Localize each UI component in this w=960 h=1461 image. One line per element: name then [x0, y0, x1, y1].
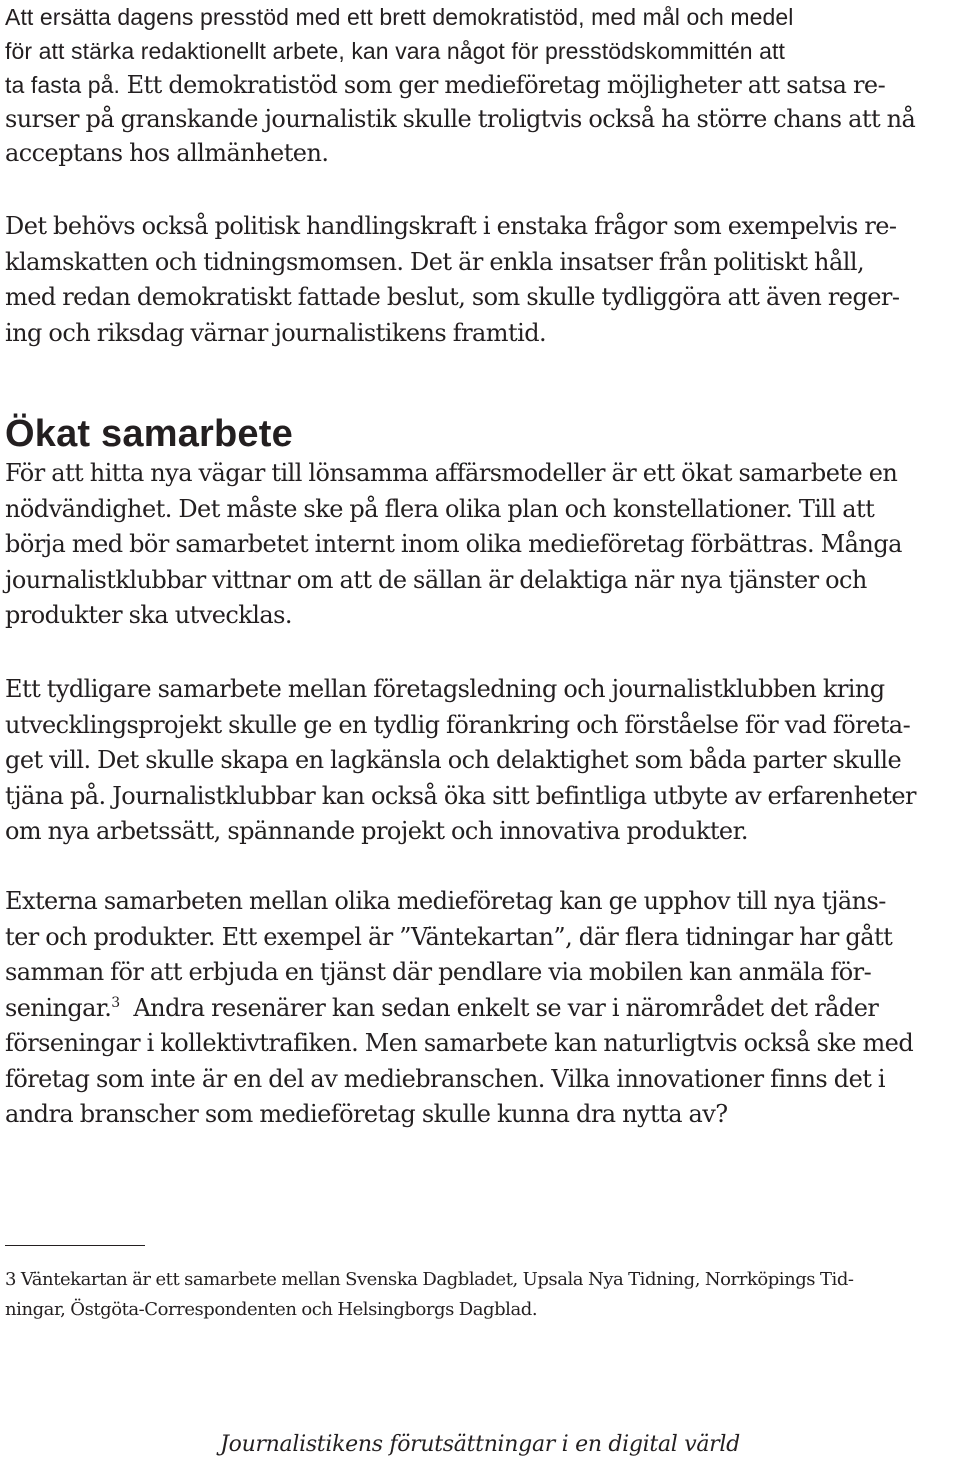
paragraph-line: utvecklingsprojekt skulle ge en tydlig förankring och förståelse för vad företa-: [5, 710, 911, 739]
footnote: [5, 1265, 950, 1325]
paragraph-line: För att hitta nya vägar till lönsamma affärsmodeller är ett ökat samarbete en: [5, 459, 898, 487]
paragraph-line: get vill. Det skulle skapa en lagkänsla och delaktighet som båda parter skulle: [5, 746, 902, 774]
section-heading: Ökat samarbete: [5, 413, 293, 455]
footnote-reference[interactable]: 3: [111, 994, 121, 1011]
paragraph-line: ing och riksdag värnar journalistikens framtid.: [5, 318, 547, 347]
paragraph-line: andra branscher som medieföretag skulle kunna dra nytta av?: [5, 1100, 728, 1128]
paragraph-line: förseningar i kollektivtrafiken. Men samarbete kan naturligtvis också ske med: [5, 1029, 914, 1057]
footnote-divider: [5, 1245, 145, 1246]
paragraph-line: produkter ska utvecklas.: [5, 601, 292, 629]
paragraph-line: Att ersätta dagens presstöd med ett brett demokratistöd, med mål och medel: [5, 4, 794, 30]
paragraph-1: [5, 0, 950, 170]
paragraph-line: Det behövs också politisk handlingskraft i enstaka frågor som exempelvis re-: [5, 212, 897, 240]
footnote-line: 3 Väntekartan är ett samarbete mellan Svenska Dagbladet, Upsala Nya Tidning, Norrköpings Tid-: [5, 1269, 854, 1290]
paragraph-line: Ett demokratistöd som ger medieföretag möjligheter att satsa re-: [120, 71, 886, 99]
paragraph-line-with-ref: [5, 991, 950, 1027]
paragraph-line: börja med bör samarbetet internt inom olika medieföretag förbättras. Många: [5, 530, 902, 558]
ref-line-end: Andra resenärer kan sedan enkelt se var i närområdet det råder: [120, 993, 879, 1022]
paragraph-line: Ett tydligare samarbete mellan företagsledning och journalistklubben kring: [5, 675, 885, 703]
paragraph-4: [5, 672, 950, 850]
paragraph-line: om nya arbetssätt, spännande projekt och innovativa produkter.: [5, 817, 748, 845]
paragraph-line: ter och produkter. Ett exempel är ”Väntekartan”, där flera tidningar har gått: [5, 922, 893, 951]
paragraph-3: [5, 456, 950, 634]
running-footer: Journalistikens förutsättningar i en digital värld: [220, 1432, 740, 1457]
paragraph-line: journalistklubbar vittnar om att de sällan är delaktiga när nya tjänster och: [5, 565, 867, 594]
paragraph-line: nödvändighet. Det måste ske på flera olika plan och konstellationer. Till att: [5, 494, 875, 523]
paragraph-line: surser på granskande journalistik skulle troligtvis också ha större chans att nå: [5, 105, 916, 133]
paragraph-line: ta fasta på.: [5, 72, 120, 98]
paragraph-line: Externa samarbeten mellan olika medieföretag kan ge upphov till nya tjäns-: [5, 887, 886, 915]
paragraph-line: för att stärka redaktionellt arbete, kan vara något för presstödskommittén att: [5, 38, 785, 64]
ref-line-start: seningar.: [5, 993, 112, 1022]
paragraph-line: klamskatten och tidningsmomsen. Det är enkla insatser från politiskt håll,: [5, 247, 865, 276]
paragraph-line: tjäna på. Journalistklubbar kan också öka sitt befintliga utbyte av erfarenheter: [5, 781, 916, 810]
paragraph-5: [5, 884, 950, 1133]
paragraph-line: samman för att erbjuda en tjänst där pendlare via mobilen kan anmäla för-: [5, 958, 872, 986]
paragraph-1-text: [5, 0, 950, 170]
paragraph-2: [5, 209, 950, 351]
footnote-line: ningar, Östgöta-Correspondenten och Helsingborgs Dagblad.: [5, 1299, 538, 1320]
paragraph-line: företag som inte är en del av mediebranschen. Vilka innovationer finns det i: [5, 1064, 886, 1093]
paragraph-line: med redan demokratiskt fattade beslut, som skulle tydliggöra att även reger-: [5, 283, 900, 311]
paragraph-line: acceptans hos allmänheten.: [5, 139, 329, 167]
